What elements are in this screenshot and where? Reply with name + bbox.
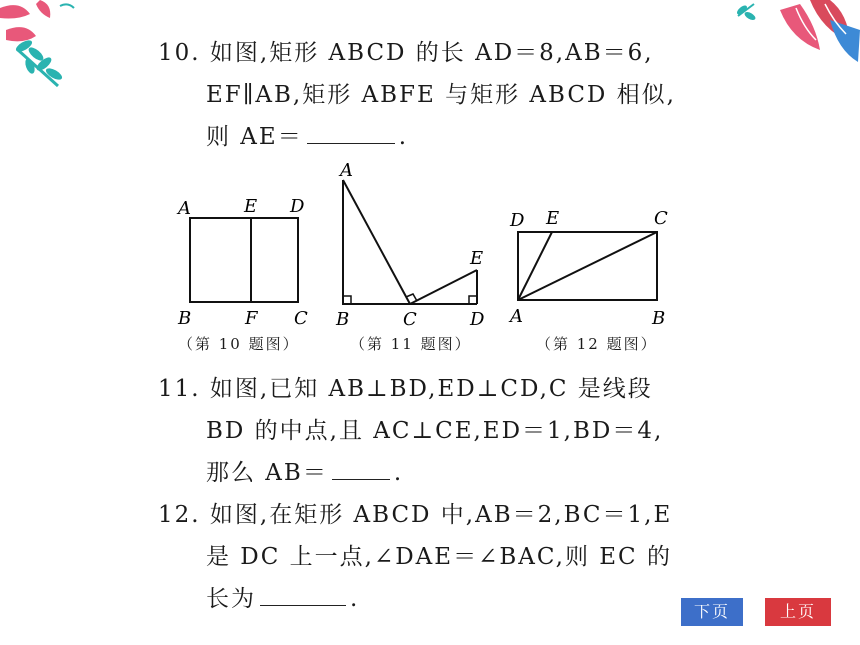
problem-12-number: 12.	[158, 502, 201, 528]
problem-12-text-3: 长为	[206, 586, 256, 612]
fig11-segment-ac	[343, 180, 410, 304]
problem-11-line-3	[206, 454, 403, 487]
problem-11-line-2	[206, 412, 663, 445]
fig12-segment-ac	[518, 232, 657, 300]
leaf-decoration-left-icon	[0, 0, 80, 90]
problem-11-text-1: 如图,已知 AB⊥BD,ED⊥CD,C 是线段	[209, 376, 653, 402]
fig12-label-e: E	[546, 208, 560, 229]
fig11-right-angle-d	[469, 296, 477, 304]
fig11-label-e: E	[470, 248, 484, 269]
figure-10	[172, 192, 322, 332]
fig11-label-b: B	[336, 309, 350, 330]
fig10-rectangle	[190, 218, 298, 302]
problem-11-line-1	[158, 370, 653, 403]
problem-10-line-3	[206, 118, 408, 151]
fig12-label-a: A	[510, 306, 523, 327]
fig10-label-f: F	[245, 308, 258, 329]
fig11-right-angle-b	[343, 296, 351, 304]
fig11-label-d: D	[470, 309, 485, 330]
figure-12-caption: （第 12 题图）	[536, 335, 658, 353]
problem-12-end: .	[350, 586, 360, 612]
problem-11-end: .	[393, 460, 404, 486]
problem-11-text-2: BD 的中点,且 AC⊥CE,ED＝1,BD＝4,	[206, 418, 664, 444]
fig11-label-c: C	[403, 309, 417, 330]
problem-11-number: 11.	[158, 376, 201, 402]
figure-10-caption: （第 10 题图）	[178, 335, 300, 353]
answer-blank-11[interactable]	[332, 478, 390, 480]
figure-12	[506, 204, 676, 334]
problem-12-line-3	[206, 580, 359, 613]
leaf-decoration-right-icon	[730, 0, 860, 70]
previous-page-button[interactable]: 上页	[765, 598, 831, 626]
problem-10-number: 10.	[158, 40, 201, 66]
fig10-label-e: E	[244, 196, 258, 217]
problem-10-end: .	[398, 124, 409, 150]
fig10-label-a: A	[178, 198, 191, 219]
fig12-label-c: C	[654, 208, 668, 229]
problem-12-line-2	[206, 538, 672, 571]
fig10-label-b: B	[178, 308, 192, 329]
problem-10-line-1	[158, 34, 654, 67]
problem-12-text-1: 如图,在矩形 ABCD 中,AB＝2,BC＝1,E	[209, 502, 673, 528]
fig11-label-a: A	[340, 160, 353, 181]
figure-11	[330, 158, 500, 332]
fig11-segment-ce	[410, 270, 477, 304]
problem-10-text-1: 如图,矩形 ABCD 的长 AD＝8,AB＝6,	[209, 40, 654, 66]
next-page-button[interactable]: 下页	[681, 598, 743, 626]
figure-11-caption: （第 11 题图）	[350, 335, 472, 353]
problem-12-line-1	[158, 496, 672, 529]
answer-blank-12[interactable]	[260, 604, 346, 606]
problem-10-text-3: 则 AE＝	[206, 124, 303, 150]
fig12-label-d: D	[510, 210, 525, 231]
fig12-segment-ae	[518, 232, 552, 300]
problem-11-text-3: 那么 AB＝	[206, 460, 328, 486]
fig12-label-b: B	[652, 308, 666, 329]
problem-10-line-2	[206, 76, 676, 109]
problem-12-text-2: 是 DC 上一点,∠DAE＝∠BAC,则 EC 的	[206, 544, 672, 570]
problem-10-text-2: EF∥AB,矩形 ABFE 与矩形 ABCD 相似,	[206, 82, 676, 108]
answer-blank-10[interactable]	[307, 142, 395, 144]
fig10-label-d: D	[290, 196, 305, 217]
fig10-label-c: C	[294, 308, 308, 329]
